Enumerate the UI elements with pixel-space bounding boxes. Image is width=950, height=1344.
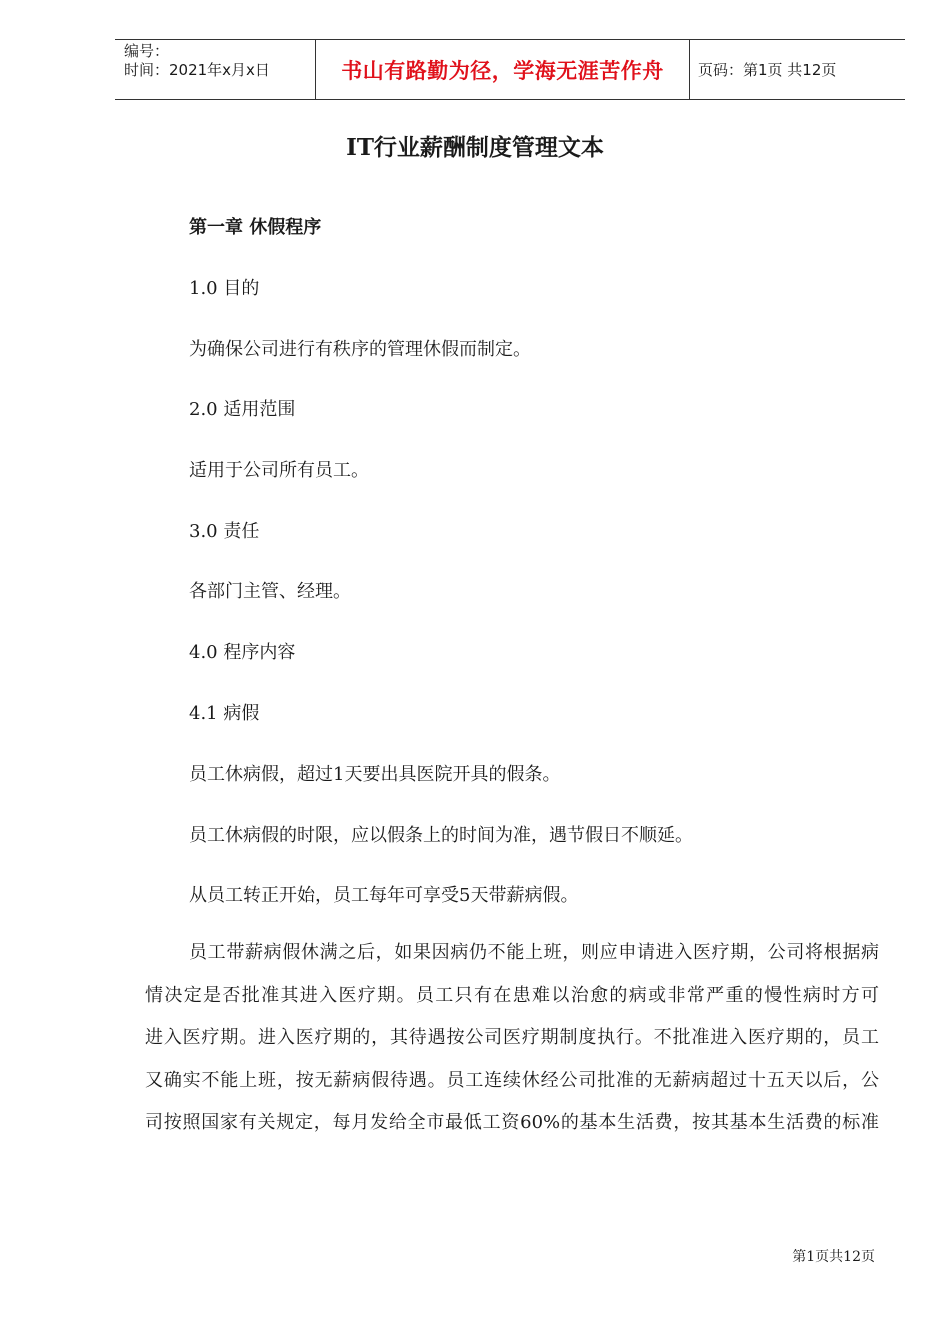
section-heading: 4.0 程序内容 [189, 642, 296, 663]
body-paragraph [145, 932, 879, 1145]
section-heading: 3.0 责任 [189, 521, 260, 542]
body-line: 各部门主管、经理。 [189, 581, 351, 602]
header-motto: 书山有路勤为径，学海无涯苦作舟 [316, 40, 690, 99]
header-page-label: 页码：第1页 共12页 [698, 61, 837, 79]
paragraph-line: 司按照国家有关规定，每月发给全市最低工资60%的基本生活费，按其基本生活费的标准 [145, 1112, 879, 1133]
chapter-heading: 第一章 休假程序 [189, 217, 322, 238]
body-line: 从员工转正开始，员工每年可享受5天带薪病假。 [189, 885, 579, 906]
paragraph-line: 又确实不能上班，按无薪病假待遇。员工连续休经公司批准的无薪病超过十五天以后，公 [145, 1069, 879, 1091]
section-heading: 2.0 适用范围 [189, 399, 296, 420]
header-meta [115, 40, 316, 99]
number-label: 编号： [124, 42, 170, 60]
page-header [115, 39, 905, 100]
paragraph-line: 员工带薪病假休满之后，如果因病仍不能上班，则应申请进入医疗期，公司将根据病 [189, 942, 879, 963]
time-label: 时间：2021年x月x日 [124, 61, 270, 79]
section-heading: 1.0 目的 [189, 278, 260, 299]
page-footer: 第1页共12页 [792, 1249, 875, 1265]
document-title: IT行业薪酬制度管理文本 [346, 134, 604, 161]
paragraph-line: 进入医疗期。进入医疗期的，其待遇按公司医疗期制度执行。不批准进入医疗期的，员工 [145, 1027, 879, 1048]
body-line: 为确保公司进行有秩序的管理休假而制定。 [189, 339, 531, 360]
paragraph-line: 情决定是否批准其进入医疗期。员工只有在患难以治愈的病或非常严重的慢性病时方可 [145, 984, 879, 1006]
body-line: 员工休病假，超过1天要出具医院开具的假条。 [189, 764, 561, 785]
body-line: 适用于公司所有员工。 [189, 460, 369, 481]
subsection-heading: 4.1 病假 [189, 703, 260, 724]
body-line: 员工休病假的时限，应以假条上的时间为准，遇节假日不顺延。 [189, 825, 693, 846]
